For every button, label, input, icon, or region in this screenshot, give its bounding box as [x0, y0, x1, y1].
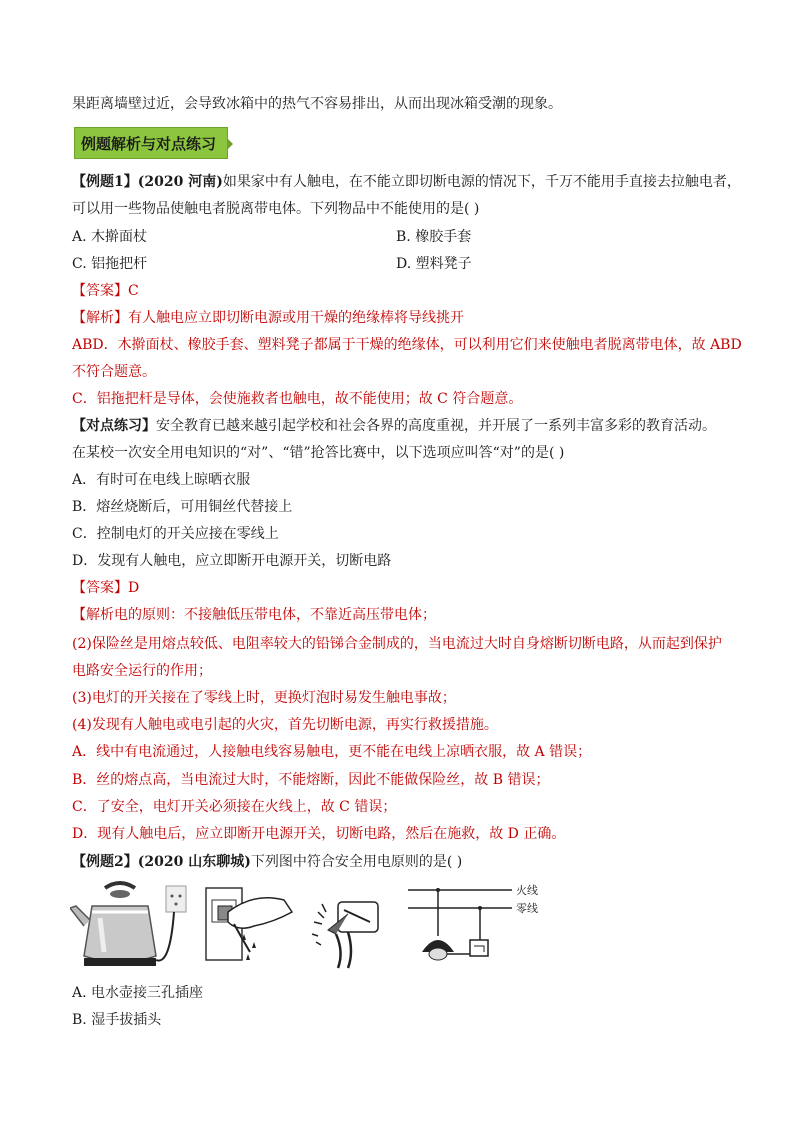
example2-question — [72, 852, 462, 872]
practice1-option-a: A．有时可在电线上晾晒衣服 — [72, 472, 251, 488]
example2-option-a: A. 电水壶接三孔插座 — [72, 985, 204, 1001]
example2-question-text: 下列图中符合安全用电原则的是( ) — [250, 854, 463, 870]
example1-analysis-line4: C．铝拖把杆是导体，会使施救者也触电，故不能使用；故 C 符合题意。 — [72, 391, 523, 407]
kettle-handle-icon — [105, 883, 135, 888]
example1-analysis-line2: ABD．木擀面杖、橡胶手套、塑料凳子都属于干燥的绝缘体，可以利用它们来使触电者脱离带电体，故 ABD — [72, 337, 742, 353]
practice1-explain-line6: A．线中有电流通过，人接触电线容易触电，更不能在电线上凉晒衣服，故 A 错误； — [72, 744, 592, 760]
wall-socket-icon — [166, 886, 186, 912]
example1-option-b: B. 橡胶手套 — [396, 229, 472, 245]
neutral-wire-label: 零线 — [516, 902, 538, 915]
practice1-question-line2: 在某校一次安全用电知识的“对”、“错”抢答比赛中，以下选项应叫答“对”的是( ) — [72, 445, 565, 461]
example1-option-a: A. 木擀面杖 — [72, 229, 148, 245]
example1-option-c: C. 铝拖把杆 — [72, 256, 148, 272]
power-cord-icon — [336, 934, 341, 968]
lamp-circuit-figure — [408, 882, 550, 970]
practice1-explain-line8: C．了安全，电灯开关必须接在火线上，故 C 错误； — [72, 799, 397, 815]
practice1-explain-line7: B．丝的熔点高，当电流过大时，不能熔断，因此不能做保险丝，故 B 错误； — [72, 772, 550, 788]
practice1-explain-line3: 电路安全运行的作用； — [72, 663, 212, 679]
switch-icon — [470, 940, 488, 956]
example1-analysis-tag: 【解析】 — [72, 310, 128, 326]
example2-tag: 【例题2】 — [72, 854, 138, 870]
practice1-question-line1 — [72, 416, 716, 436]
power-cord-icon — [156, 912, 174, 961]
practice1-option-d: D．发现有人触电，应立即断开电源开关，切断电路 — [72, 553, 392, 569]
example1-tag: 【例题1】 — [72, 174, 138, 190]
intro-text: 果距离墙壁过近，会导致冰箱中的热气不容易排出，从而出现冰箱受潮的现象。 — [72, 96, 562, 112]
practice1-explain-line1: 【解析电的原则：不接触低压带电体，不靠近高压带电体； — [72, 607, 436, 623]
practice1-explain-line5: (4)发现有人触电或电引起的火灾，首先切断电源，再实行救援措施。 — [72, 717, 498, 733]
practice1-answer: 【答案】D — [72, 580, 140, 596]
lamp-bulb-icon — [429, 948, 447, 960]
kettle-base-icon — [84, 958, 156, 966]
practice1-question-text1: 安全教育已越来越引起学校和社会各界的高度重视，并开展了一系列丰富多彩的教育活动。 — [156, 418, 716, 434]
section-heading — [74, 127, 228, 159]
practice1-option-b: B．熔丝烧断后，可用铜丝代替接上 — [72, 499, 293, 515]
example1-question-line2: 可以用一些物品使触电者脱离带电体。下列物品中不能使用的是( ) — [72, 201, 480, 217]
example1-answer: 【答案】C — [72, 283, 139, 299]
kettle-figure — [70, 878, 188, 972]
practice1-explain-line9: D．现有人触电后，应立即断开电源开关，切断电路，然后在施救，故 D 正确。 — [72, 826, 566, 842]
wet-hand-plug-figure — [204, 882, 296, 968]
spark-icon — [314, 904, 326, 924]
practice1-explain-line2: (2)保险丝是用熔点较低、电阻率较大的铅锑合金制成的，当电流过大时自身熔断切断电路，从而起到保护 — [72, 636, 722, 652]
practice1-option-c: C．控制电灯的开关应接在零线上 — [72, 526, 279, 542]
example1-source: (2020 河南) — [137, 174, 223, 190]
example1-question-text1: 如果家中有人触电，在不能立即切断电源的情况下，千万不能用手直接去拉触电者， — [222, 174, 741, 190]
heading-corner-decoration — [227, 138, 233, 150]
example1-question-line1 — [72, 172, 741, 192]
example1-analysis-line3: 不符合题意。 — [72, 364, 156, 380]
example2-source: (2020 山东聊城) — [137, 854, 251, 870]
damaged-cord-figure — [308, 882, 394, 970]
example1-option-d: D. 塑料凳子 — [396, 256, 472, 272]
practice1-tag: 【对点练习】 — [72, 418, 156, 434]
example1-analysis-text1: 有人触电应立即切断电源或用干燥的绝缘棒将导线挑开 — [128, 310, 464, 326]
kettle-body-icon — [84, 906, 156, 962]
practice1-explain-line4: (3)电灯的开关接在了零线上时，更换灯泡时易发生触电事故； — [72, 690, 456, 706]
example1-analysis-line1 — [72, 308, 464, 328]
live-wire-label: 火线 — [516, 884, 538, 897]
example2-option-b: B. 湿手拔插头 — [72, 1012, 162, 1028]
section-title: 例题解析与对点练习 — [81, 135, 217, 153]
kettle-spout-icon — [70, 906, 90, 926]
